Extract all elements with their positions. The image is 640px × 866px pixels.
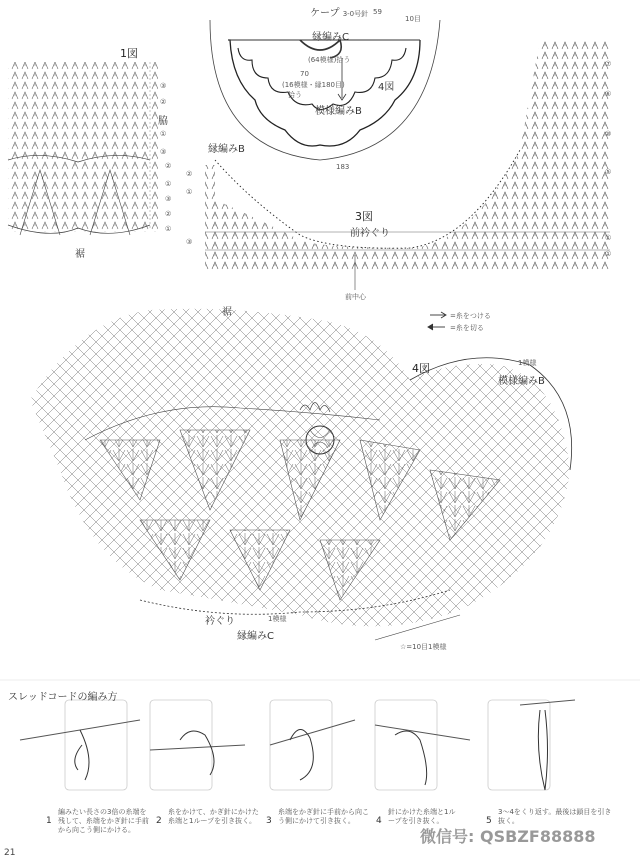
fig4-one-pattern: 1模様: [518, 359, 537, 367]
thread-cord-step: [46, 808, 149, 834]
fig3-row-marker: ⑩: [605, 130, 612, 138]
cape-183: 183: [336, 163, 350, 171]
legend-attach: =糸をつける: [450, 312, 491, 320]
cape-70-line1: 70: [300, 70, 309, 78]
fig3-row-marker: ①: [186, 188, 193, 196]
step-number: 3: [266, 816, 272, 826]
fig4-one-pattern-c: 1模様: [268, 615, 287, 623]
cape-count-64: (64模様)拾う: [308, 56, 351, 64]
legend-cut: =糸を切る: [450, 324, 484, 332]
cape-title-note: 3-0号針: [342, 10, 369, 18]
step-text: 3〜4をくり返す。最後は鎖目を引き抜く。: [498, 808, 612, 825]
fig4-repeat-note: ☆=10目1模様: [400, 643, 447, 651]
step-text: 編みたい長さの3倍の糸端を残して、糸端をかぎ針に手前から向こう側にかける。: [58, 808, 149, 834]
thread-cord-step: [266, 808, 369, 827]
cape-stitch-b-label: 模様編みB: [315, 106, 362, 117]
fig3-row-marker: ①: [605, 234, 612, 242]
step-number: 5: [486, 816, 492, 826]
fig4-title: 4図: [412, 362, 430, 375]
fig1-title: 1図: [120, 47, 138, 60]
fig1-row-marker: ②: [165, 162, 172, 170]
fig3-row-marker: ⑦: [605, 60, 612, 68]
fig3-edge-b: 縁編みB: [208, 144, 245, 155]
fig4-pattern-b: 模様編みB: [498, 376, 545, 387]
fig3-row-marker: ③: [186, 238, 193, 246]
fig1-row-marker: ①: [160, 130, 167, 138]
fig1-hem-label: 裾: [75, 249, 85, 260]
cape-70-line3: 拾う: [288, 91, 302, 99]
fig3-row-marker: ①: [605, 250, 612, 258]
fig1-row-marker: ①: [165, 180, 172, 188]
step-number: 1: [46, 816, 52, 826]
cape-fig4-ref: 4図: [378, 82, 395, 93]
fig3-title: 3図: [355, 210, 373, 223]
cape-top-mid: 10目: [405, 15, 421, 23]
fig4-edge-c: 縁編みC: [237, 631, 274, 642]
fig3-center-front: 前中心: [345, 293, 366, 301]
cape-title: [310, 4, 368, 19]
cape-title-text: ケープ: [310, 8, 340, 19]
step-number: 2: [156, 816, 162, 826]
thread-cord-title: スレッドコードの編み方: [8, 692, 118, 703]
step-number: 4: [376, 816, 382, 826]
cape-top-left: 59: [373, 8, 382, 16]
fig4-neck: 衿ぐり: [205, 616, 235, 627]
cape-edge-c-label: 縁編みC: [312, 32, 349, 43]
thread-cord-illustrations: [20, 700, 575, 790]
fig1-row-marker: ①: [165, 225, 172, 233]
fig3-row-marker: ⑤: [605, 168, 612, 176]
step-text: 糸をかけて、かぎ針にかけた糸端と1ループを引き抜く。: [168, 808, 259, 825]
fig1-row-marker: ②: [160, 98, 167, 106]
fig1-row-marker: ②: [165, 210, 172, 218]
thread-cord-step: [156, 808, 259, 827]
fig1-chart: [8, 62, 158, 235]
fig3-row-marker: ②: [186, 170, 193, 178]
page-number: 21: [4, 848, 16, 858]
fig1-side-label: 脇: [158, 116, 168, 127]
fig1-row-marker: ③: [165, 195, 172, 203]
step-text: 針にかけた糸端と1ループを引き抜く。: [388, 808, 456, 825]
watermark: 微信号: QSBZF88888: [420, 827, 596, 846]
fig3-front-neck: 前衿ぐり: [350, 228, 390, 239]
fig4-chart: [30, 309, 572, 640]
step-text: 糸端をかぎ針に手前から向こう側にかけて引き抜く。: [278, 808, 369, 825]
thread-cord-step: [376, 808, 456, 827]
fig1-row-marker: ③: [160, 148, 167, 156]
fig3-row-marker: ⑥: [605, 90, 612, 98]
fig4-hem: 裾: [222, 307, 232, 318]
fig1-row-marker: ③: [160, 82, 167, 90]
cape-70-line2: (16模様・縁180目): [282, 81, 345, 89]
